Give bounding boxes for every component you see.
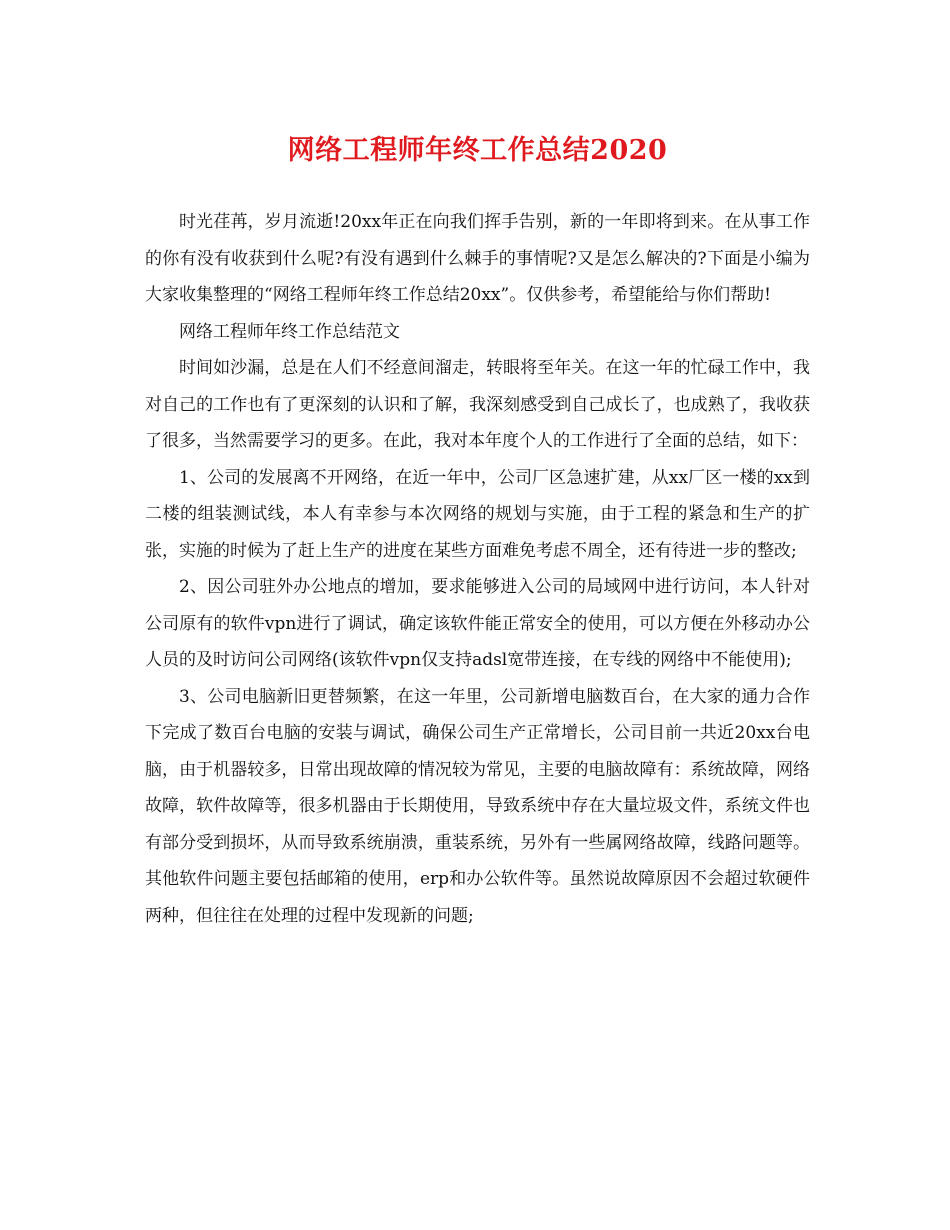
paragraph-intro: 时光荏苒，岁月流逝!20xx年正在向我们挥手告别，新的一年即将到来。在从事工作的你有没有收获到什么呢?有没有遇到什么棘手的事情呢?又是怎么解决的?下面是小编为大家收集整理的“网络工程师年终工作总结20xx”。仅供参考，希望能给与你们帮助! [145, 212, 810, 305]
paragraph-subheading: 网络工程师年终工作总结范文 [179, 321, 400, 342]
paragraph-item-3: 3、公司电脑新旧更替频繁，在这一年里，公司新增电脑数百台，在大家的通力合作下完成了数百台电脑的安装与调试，确保公司生产正常增长，公司目前一共近20xx台电脑，由于机器较多，日常出现故障的情况较为常见，主要的电脑故障有：系统故障，网络故障，软件故障等，很多机器由于长期使用，导致系统中存在大量垃圾文件，系统文件也有部分受到损坏，从而导致系统崩溃，重装系统，另外有一些属网络故障，线路问题等。其他软件问题主要包括邮箱的使用，erp和办公软件等。虽然说故障原因不会超过软硬件两种，但往往在处理的过程中发现新的问题; [145, 686, 810, 926]
document-title: 网络工程师年终工作总结2020 [287, 135, 668, 166]
document-page [145, 128, 810, 934]
paragraph-summary: 时间如沙漏，总是在人们不经意间溜走，转眼将至年关。在这一年的忙碌工作中，我对自己的工作也有了更深刻的认识和了解，我深刻感受到自己成长了，也成熟了，我收获了很多，当然需要学习的更多。在此，我对本年度个人的工作进行了全面的总结，如下： [145, 358, 810, 451]
paragraph-item-1: 1、公司的发展离不开网络，在近一年中，公司厂区急速扩建，从xx厂区一楼的xx到二楼的组装测试线，本人有幸参与本次网络的规划与实施，由于工程的紧急和生产的扩张，实施的时候为了赶上生产的进度在某些方面难免考虑不周全，还有待进一步的整改; [145, 467, 810, 561]
paragraph-item-2: 2、因公司驻外办公地点的增加，要求能够进入公司的局域网中进行访问，本人针对公司原有的软件vpn进行了调试，确定该软件能正常安全的使用，可以方便在外移动办公人员的及时访问公司网络(该软件vpn仅支持adsl宽带连接，在专线的网络中不能使用); [145, 577, 810, 670]
